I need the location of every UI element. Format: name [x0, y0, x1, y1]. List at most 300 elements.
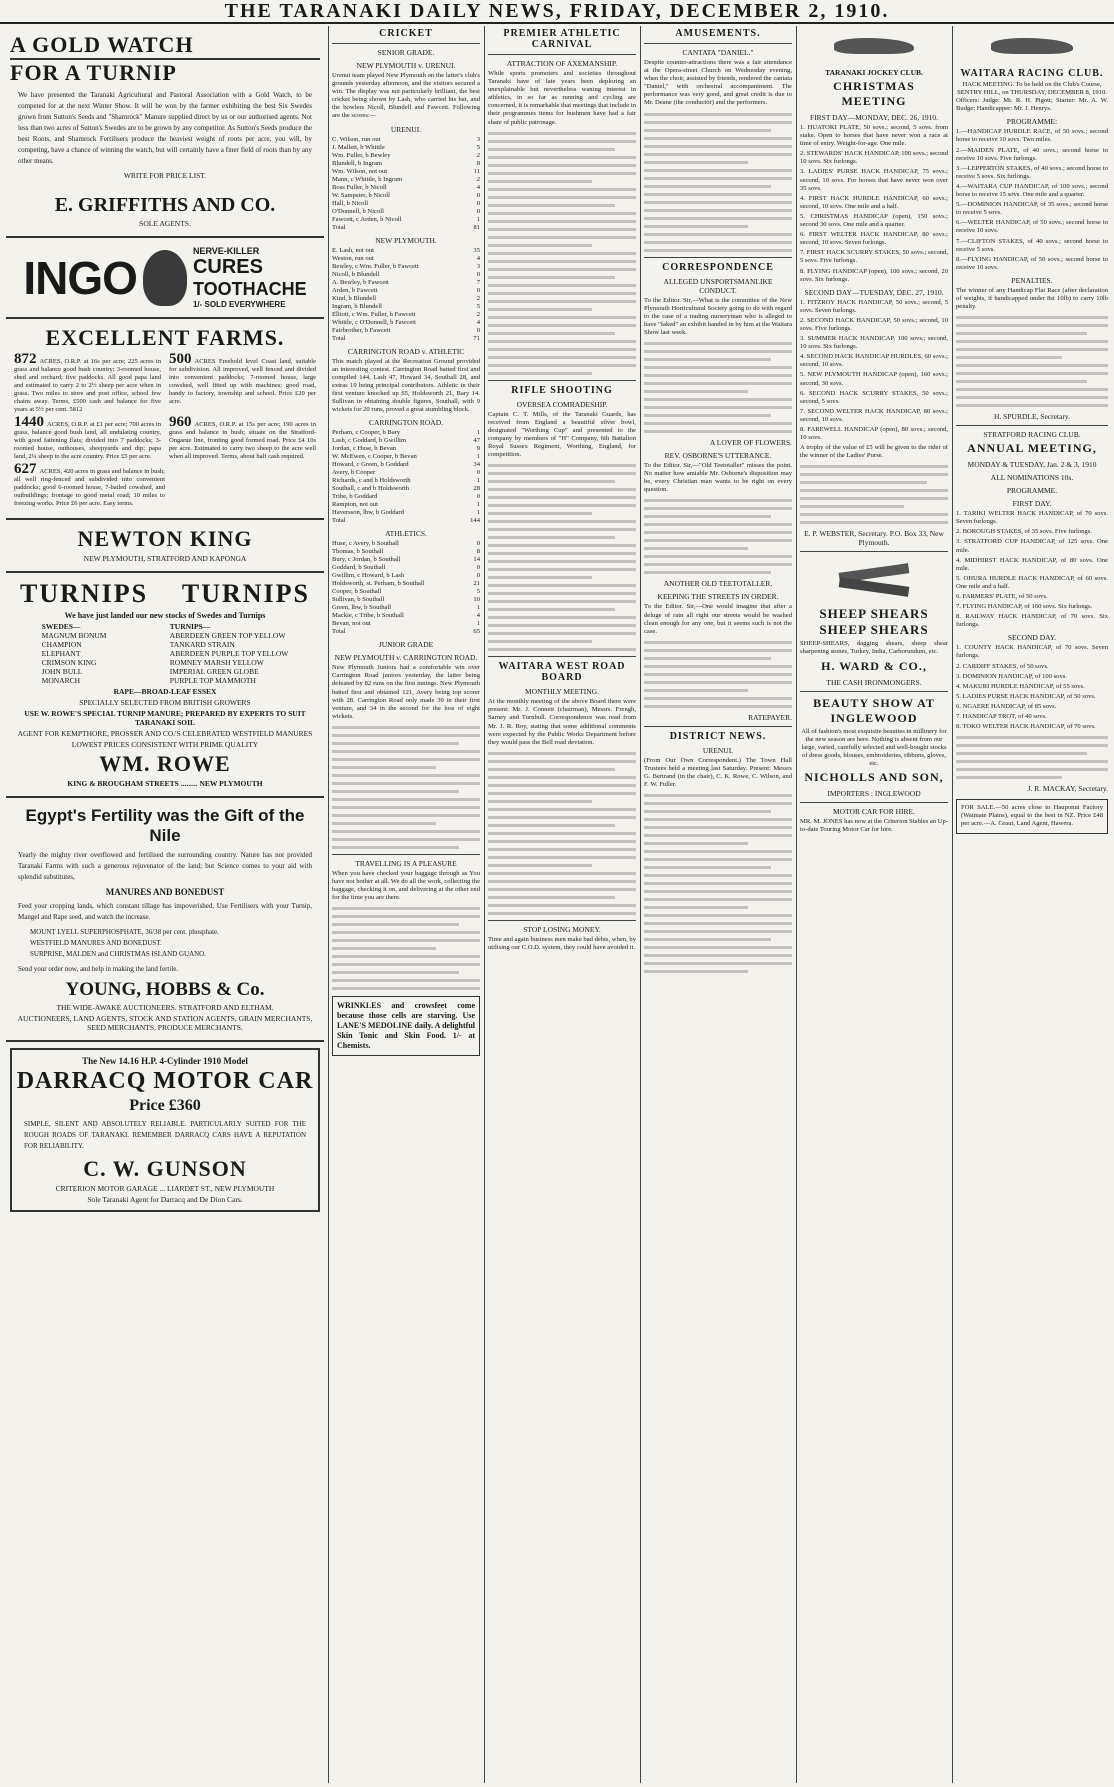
batsman-runs: 4 — [476, 612, 480, 620]
racing-club-column — [956, 26, 1108, 1783]
score-row — [332, 279, 480, 287]
batsman-runs: 1 — [476, 429, 480, 437]
carrington-scores — [332, 429, 480, 517]
race-item: 7.—CLIFTON STAKES, of 40 sovs.; second horse to receive 5 sovs. — [956, 237, 1108, 253]
darracq-ad — [10, 1048, 320, 1212]
race-item: 6. SECOND HACK SCURRY STAKES, 50 sovs.; second, 5 sovs. — [800, 389, 948, 405]
list-item: CRIMSON KING — [41, 658, 97, 667]
motor-text: MR. M. JONES has now at the Criterion Stables an Up-to-date Touring Motor Car for hire. — [800, 818, 948, 834]
streets-title: KEEPING THE STREETS IN ORDER. — [657, 592, 779, 602]
farm-text: ACRES, O.R.P. at £1 per acre; 700 acres in grass, balance good bush land, all undulating country, with good fattening flats; divided into 7 paddocks; 3-roomed house, outhouses, sheepyards and dip; papa land, 2¼ sheep to the acre country. Price £5 per acre. — [14, 421, 161, 460]
batsman-runs: 11 — [473, 167, 480, 175]
correspondence-text: To the Editor. Sir,—What is the committee of the New Plymouth Horticultural Society going to do with regard to the case of a trading nurseryman who is alleged to have "faked" an exhibit handed in by him at the Waitara Show last week. — [644, 296, 792, 336]
batsman-name: Bevan, not out — [332, 620, 371, 628]
ingo-line4: 1/- SOLD EVERYWHERE — [192, 300, 286, 309]
score-row — [332, 572, 480, 580]
stop-heading: STOP LOSING MONEY. — [523, 924, 601, 934]
race-item: 6. NGAERE HANDICAP, of 85 sovs. — [956, 702, 1057, 710]
score-row — [332, 247, 480, 255]
amusements-column — [644, 26, 792, 1783]
score-row — [332, 485, 480, 493]
farm-row — [14, 351, 316, 414]
race-item: 8. FAREWELL HANDICAP (open), 80 sovs.; second, 10 sovs. — [800, 426, 948, 442]
racehorse-icon — [807, 32, 940, 62]
gunson-sub: CRITERION MOTOR GARAGE ... LIARDET ST., NEW PLYMOUTH — [55, 1184, 275, 1193]
stratford-heading: STRATFORD RACING CLUB. — [983, 430, 1081, 440]
race-item: 6.—WELTER HANDICAP, of 50 sovs.; second horse to receive 10 sovs. — [956, 219, 1108, 235]
score-row — [332, 453, 480, 461]
masthead: THE TARANAKI DAILY NEWS, FRIDAY, DECEMBER 2, 1910. — [0, 0, 1114, 24]
wrinkles-ad — [332, 996, 480, 1056]
darracq-top: The New 14.16 H.P. 4-Cylinder 1910 Model — [82, 1056, 248, 1066]
amusements-heading: AMUSEMENTS. — [675, 28, 761, 39]
batsman-runs: 0 — [476, 540, 480, 548]
nicholls-sub: IMPORTERS : INGLEWOOD — [827, 789, 921, 799]
match-title: NEW PLYMOUTH v. URENUI. — [356, 61, 456, 70]
batsman-name: Whittle, c O'Donnell, b Fawcett — [332, 318, 416, 326]
score-row — [332, 208, 480, 216]
district-heading: DISTRICT NEWS. — [669, 730, 767, 742]
gold-watch-ad — [6, 26, 324, 238]
score-row — [332, 319, 480, 327]
batsman-runs: 0 — [476, 493, 480, 501]
board-text: At the monthly meeting of the above Board there were present: Mr. J. Connett (chairman), Messrs. Frengh, Sarney and Turnbull. Correspondence was read from Mr. J. R. Roy, stating that some additional comments were expected by the Public Works Department before they would pass the Bell road deviation. — [488, 698, 636, 746]
letter-signature: RATEPAYER. — [748, 712, 792, 722]
batsman-name: Perham, c Cooper, b Bary — [332, 429, 401, 437]
column-divider — [796, 26, 797, 1783]
score-row — [332, 493, 480, 501]
batsman-name: J. Mallett, b Whittle — [332, 143, 385, 151]
batsman-name: Tribe, b Goddard — [332, 493, 378, 501]
text-filler — [644, 794, 792, 973]
batsman-name: Huse, c Avery, b Southall — [332, 540, 399, 548]
text-filler — [332, 907, 480, 990]
batsman-name: Gwillim, c Howard, b Lash — [332, 572, 405, 580]
score-row — [332, 596, 480, 604]
divider — [800, 691, 948, 692]
batsman-runs: 3 — [476, 135, 480, 143]
batsman-runs: 2 — [476, 151, 480, 159]
team-heading: URENUI. — [390, 124, 422, 134]
score-row — [332, 160, 480, 168]
text-filler — [488, 132, 636, 375]
batsman-runs: 0 — [476, 469, 480, 477]
score-row — [332, 477, 480, 485]
sale-text: FOR SALE.—50 acres close to Hauponui Factory (Waimate Plains), equal to the best in NZ. Price £48 per acre.—A. Graut, Land Agent, Hawera. — [961, 804, 1103, 828]
gunson-name: C. W. GUNSON — [83, 1156, 247, 1181]
race-list — [956, 644, 1108, 731]
race-item: 1.—HANDICAP HURDLE RACE, of 50 sovs.; second horse to receive 10 sovs. Two miles. — [956, 128, 1108, 144]
egypt-title: Egypt's Fertility was the Gift of the Nile — [25, 806, 305, 845]
farm-item — [14, 351, 161, 414]
text-filler — [644, 499, 792, 574]
batsman-name: Hall, b Nicoll — [332, 199, 369, 207]
farm-text: ACRES, O.R.P. at 15s per acre; 190 acres in grass and balance in bush; situate on the Stratford-Ongarue line, fronting good formed road. Price £4 10s per acre. Estimated to carry two sheep to the acre well when all improved. Terms, about half cash required. — [169, 421, 316, 460]
batsman-runs: 0 — [476, 270, 480, 278]
batsman-name: E. Lash, not out — [332, 246, 374, 254]
total-value: 71 — [473, 334, 480, 342]
wrinkles-text: WRINKLES and crowsfeet come because those cells are starving. Use LANE'S MEDOLINE daily. A delightful Skin Tonic and Skin Food. 1/- at Chemists. — [337, 1001, 475, 1051]
travel-text: When you have checked your baggage through as You have not bother at all. We do all the work, collecting the baggage, checking it on, and delivering at the other end for the time you are there. — [332, 869, 480, 902]
list-item: IMPERIAL GREEN GLOBE — [169, 667, 259, 676]
batsman-runs: 4 — [476, 183, 480, 191]
match-text: New Plymouth Juniors had a comfortable win over Carrington Road juniors yesterday, the latter being defeated by 82 runs on the first innings. New Plymouth batted first and obtained 121, Avery being top scorer with 28. Carrington Road only made 39 in their first venture, and 34 in the second for the loss of eight wickets. — [332, 664, 480, 720]
farm-text: ACRES, O.R.P. at 16s per acre; 225 acres in grass and balance good bush country; 3-roomed house, shed and orchard; five paddocks. All good papa land and estimated to carry 2 to 2½ sheep per acre when in grass. Two miles to store and post office, school few chains away. Terms, £500 cash and balance for five years at 5½ per cent. 5812 — [14, 358, 161, 413]
turnips-heading: TURNIPS— — [169, 622, 211, 631]
letter-signature: A LOVER OF FLOWERS. — [709, 438, 792, 448]
batsman-name: Mackie, c Tribe, b Southall — [332, 612, 404, 620]
race-item: 2. SECOND HACK HANDICAP, 50 sovs.; second, 10 sovs. Five furlongs. — [800, 316, 948, 332]
travel-heading: TRAVELLING IS A PLEASURE — [355, 858, 457, 868]
divider — [488, 920, 636, 921]
text-filler — [644, 342, 792, 433]
race-list — [800, 124, 948, 284]
race-item: 7. HANDICAP TROT, of 40 sovs. — [956, 713, 1047, 721]
match-title: CARRINGTON ROAD v. ATHLETIC — [347, 346, 465, 356]
waitara-sub: HACK MEETING. To be held on the Club's Course, SENTRY HILL, on THURSDAY, DECEMBER 8, 1910. — [957, 81, 1107, 97]
race-item: 1. TARIKI WELTER HACK HANDICAP, of 70 sovs. Seven furlongs. — [956, 510, 1108, 526]
rifle-text: Captain C. T. Mills, of the Taranaki Guards, has received from England a beautiful silver bowl, designated "Worthing Cup" and presented to the company by members of "H" Company, 6th Battalion Royal Sussex Regiment, Worthing, England, for competition. — [488, 410, 636, 459]
beauty-text: All of fashion's most exquisite beauties in millinery for the new season are here. Nothing is absent from our large, varied, carefully selected and well-bought stocks of dress goods, blouses, embroideries, ribbons, gloves, etc. — [801, 727, 947, 767]
text-filler — [800, 465, 948, 524]
text-filler — [488, 752, 636, 915]
batsman-runs: 8 — [476, 548, 480, 556]
batsman-runs: 1 — [476, 620, 480, 628]
second-day: SECOND DAY—TUESDAY, DEC. 27, 1910. — [804, 287, 944, 297]
score-row — [332, 429, 480, 437]
race-item: 4.—WAITARA CUP HANDICAP, of 100 sovs.; second horse to receive 15 sovs. One mile and a quarter. — [956, 182, 1108, 199]
waitara-programme: PROGRAMME: — [1006, 117, 1058, 127]
race-item: 8. RAILWAY HACK HANDICAP, of 70 sovs. Six furlongs. — [956, 613, 1108, 629]
divider — [800, 802, 948, 803]
divider — [644, 43, 792, 44]
score-row — [332, 604, 480, 612]
column-divider — [952, 26, 953, 1783]
batsman-runs: 0 — [476, 207, 480, 215]
divider — [644, 726, 792, 727]
farm-item — [14, 461, 165, 508]
score-row — [332, 136, 480, 144]
batsman-runs: 1 — [476, 509, 480, 517]
total-value: 144 — [470, 517, 480, 525]
score-total — [332, 224, 480, 232]
farm-text: ACRES, 420 acres in grass and balance in bush; all well ring-fenced and subdivided into convenient paddocks; good 6-roomed house, 7-bailed cowshed, and outbuildings; frontage to good metal road; 10 miles to freezing works. Price £6 per acre. Easy terms. — [14, 468, 165, 507]
score-row — [332, 295, 480, 303]
athletic-scores — [332, 540, 480, 628]
total-label: Total — [332, 628, 346, 636]
score-row — [332, 263, 480, 271]
race-item: 3. LADIES' PURSE HACK HANDICAP, 75 sovs.; second, 10 sovs. For horses that have never won over 35 sovs. — [800, 168, 948, 192]
batsman-name: W. Sampster, b Nicoll — [332, 191, 390, 199]
divider — [800, 551, 948, 552]
farm-acres: 627 — [14, 461, 37, 477]
divider — [332, 43, 480, 44]
total-label: Total — [332, 223, 346, 231]
cricket-heading: CRICKET — [379, 28, 433, 39]
first-day: FIRST DAY—MONDAY, DEC. 26, 1910. — [810, 113, 938, 122]
batsman-runs: 21 — [473, 580, 480, 588]
score-row — [332, 144, 480, 152]
ingo-ad — [6, 238, 324, 319]
batsman-runs: 2 — [476, 310, 480, 318]
race-item: 5. CHRISTMAS HANDICAP (open), 150 sovs.; second 30 sovs. One mile and a quarter. — [800, 212, 948, 229]
batsman-name: Thomas, b Southall — [332, 548, 384, 556]
ingo-slogan — [193, 246, 307, 309]
shears-heading: SHEEP SHEARS SHEEP SHEARS — [819, 606, 929, 638]
match-text: This match played at the Recreation Ground provided an interesting contest. Carrington Road batted first and compiled 144, Lash 47, Howard 34, Southall 28, and extras 19 being principal contributors. Athletic in their first venture knocked up 65, Holdsworth 21, Bary 14. Sullivan in obtaining double figures, Southall, with 9 wickets for 20 runs, proved a great stumbling block. — [332, 357, 480, 414]
gold-watch-cta: WRITE FOR PRICE LIST. — [123, 171, 207, 180]
district-sub: URENUI. — [702, 745, 734, 755]
race-item: 3. DOMINION HANDICAP, of 100 sovs. — [956, 672, 1067, 680]
race-item: 3.—LEPPERTON STAKES, of 40 sovs.; second horse to receive 5 sovs. Six furlongs. — [956, 164, 1108, 180]
team-heading: CARRINGTON ROAD. — [368, 418, 444, 428]
farms-ad — [6, 319, 324, 520]
race-list — [956, 510, 1108, 629]
race-item: 5.—DOMINION HANDICAP, of 35 sovs.; second horse to receive 5 sovs. — [956, 201, 1108, 217]
race-item: 1. HUATOKI PLATE, 50 sovs.; second, 5 sovs. from stake. Open to horses that have never won a race at time of entry. Weight-for-age. One mile. — [800, 124, 948, 148]
batsman-name: Mann, c Whittle, b Ingram — [332, 175, 403, 183]
score-row — [332, 620, 480, 628]
score-row — [332, 437, 480, 445]
batsman-runs: 10 — [473, 596, 480, 604]
score-row — [332, 548, 480, 556]
batsman-name: Rampton, not out — [332, 501, 378, 509]
race-item: 6. FIRST WELTER HACK HANDICAP, 80 sovs.; second, 10 sovs. Seven furlongs. — [800, 231, 948, 247]
rowe-address: KING & BROUGHAM STREETS ......... NEW PLYMOUTH — [67, 779, 263, 788]
batsman-runs: 4 — [476, 318, 480, 326]
turnip-list — [170, 622, 289, 685]
column-divider — [484, 26, 485, 1783]
race-item: 2. STEWARDS' HACK HANDICAP, 100 sovs.; second 10 sovs. Six furlongs. — [800, 150, 948, 166]
score-row — [332, 469, 480, 477]
penalties-text: The winner of any Handicap Flat Race (after declaration of weights, if handicapped under 8st 10lb) to carry 10lb penalty. — [956, 286, 1108, 311]
young-hobbs-sub: THE WIDE-AWAKE AUCTIONEERS. STRATFORD AND ELTHAM. — [56, 1003, 274, 1012]
batsman-runs: 2 — [476, 294, 480, 302]
divider — [488, 656, 636, 657]
newton-king-sub: NEW PLYMOUTH, STRATFORD AND KAPONGA — [83, 554, 247, 563]
turnips-line2: USE W. ROWE'S SPECIAL TURNIP MANURE; PREPARED BY EXPERTS TO SUIT TARANAKI SOIL — [24, 709, 306, 727]
list-item: MONARCH — [41, 676, 80, 685]
race-item: 2.—MAIDEN PLATE, of 40 sovs.; second horse to receive 10 sovs. Five furlongs. — [956, 146, 1108, 162]
stratford-second-day: SECOND DAY. — [1007, 633, 1057, 643]
column-divider — [640, 26, 641, 1783]
batsman-name: Fairbrother, b Fawcett — [332, 326, 391, 334]
match-intro: Urenui team played New Plymouth on the latter's club's grounds yesterday afternoon, and the visitors secured a win. The display was not particularly brilliant, the best cricket being shown by Lash, who carried his bat, and the bowlers Nicoll, Blundell and Fawcett. Following are the scores:— — [332, 72, 480, 120]
newton-king-ad — [6, 520, 324, 573]
batsman-runs: 0 — [476, 286, 480, 294]
jockey-club-column — [800, 26, 948, 1783]
batsman-runs: 8 — [476, 159, 480, 167]
batsman-runs: 2 — [476, 175, 480, 183]
waitara-officers: Officers: Judge: Mr. R. H. Pigott; Starter: Mr. A. W. Budge; Handicapper: Mr. J. Henrys. — [956, 97, 1108, 113]
batsman-runs: 4 — [476, 254, 480, 262]
stop-text: Time and again business men make bad debts, when, by utilising our C.O.D. system, they could have avoided it. — [488, 935, 636, 951]
correspondence-heading: CORRESPONDENCE — [662, 261, 774, 273]
race-item: 8. FLYING HANDICAP (open), 100 sovs.; second, 20 sovs. Six furlongs. — [800, 267, 948, 283]
list-item: PURPLE TOP MAMMOTH — [169, 676, 256, 685]
batsman-runs: 5 — [476, 302, 480, 310]
list-item: CHAMPION — [41, 640, 82, 649]
stratford-secretary: J. R. MACKAY, Secretary. — [1027, 784, 1108, 794]
score-row — [332, 176, 480, 184]
athletic-heading: PREMIER ATHLETIC CARNIVAL — [503, 28, 621, 50]
race-item: 4. FIRST HACK HURDLE HANDICAP, 60 sovs.; second, 10 sovs. One mile and a half. — [800, 194, 948, 210]
batsman-runs: 1 — [476, 477, 480, 485]
advertisement-column — [6, 26, 324, 1783]
race-item: 8. TOKO WELTER HACK HANDICAP, of 70 sovs. — [956, 723, 1096, 731]
score-row — [332, 255, 480, 263]
text-filler — [644, 113, 792, 252]
nominations-note: ALL NOMINATIONS 10s. — [990, 473, 1074, 483]
batsman-name: Elliott, c Wm. Fuller, b Fawcett — [332, 310, 416, 318]
list-item: ELEPHANT — [41, 649, 81, 658]
batsman-name: Richards, c and b Holdsworth — [332, 477, 411, 485]
race-item: 8.—FLYING HANDICAP, of 50 sovs.; second horse to receive 10 sovs. — [956, 255, 1108, 271]
senior-grade: SENIOR GRADE. — [377, 48, 435, 57]
text-filler — [956, 316, 1108, 407]
trophy-note: A trophy of the value of £5 will be given to the rider of the winner of the Ladies' Purse. — [800, 444, 948, 460]
athletic-sub: ATTRACTION OF AXEMANSHIP. — [506, 59, 618, 68]
race-item: 7. FIRST HACK SCURRY STAKES, 50 sovs.; second, 5 sovs. Five furlongs. — [800, 249, 948, 265]
egypt-ad — [6, 798, 324, 1042]
sale-ad — [956, 799, 1108, 833]
ingo-line1: NERVE-KILLER — [192, 246, 260, 256]
match-title: NEW PLYMOUTH v. CARRINGTON ROAD. — [334, 653, 478, 663]
batsman-name: Kind, b Blundell — [332, 294, 377, 302]
ingo-line3: TOOTHACHE — [192, 279, 307, 299]
list-item: ABERDEEN PURPLE TOP YELLOW — [169, 649, 289, 658]
score-row — [332, 580, 480, 588]
batsman-name: Bury, c Jordan, b Southall — [332, 556, 401, 564]
race-item: 5. OHURA HURDLE HACK HANDICAP, of 60 sovs. One mile and a half. — [956, 574, 1108, 590]
batsman-name: Holdsworth, st. Perham, b Southall — [332, 580, 425, 588]
race-item: 6. FARMERS' PLATE, of 50 sovs. — [956, 593, 1048, 600]
batsman-name: Lash, c Goddard, b Gwillim — [332, 437, 406, 445]
score-row — [332, 445, 480, 453]
penalties-heading: PENALTIES. — [1011, 275, 1053, 285]
batsman-runs: 7 — [476, 278, 480, 286]
farm-row — [14, 414, 316, 461]
egypt-list-1: MOUNT LYELL SUPERPHOSPHATE, 36/38 per cent. phosphate. — [30, 928, 219, 936]
batsman-runs: 1 — [476, 501, 480, 509]
divider — [644, 257, 792, 258]
batsman-runs: 28 — [473, 485, 480, 493]
turnips-intro: We have just landed our new stocks of Swedes and Turnips — [64, 611, 266, 620]
osborne-text: To the Editor. Sir,—"Old Teetotaller" misses the point. No matter how amiable Mr. Osborne's disposition may be, every Christian man wants to be right on every question. — [644, 462, 792, 494]
gunson-agent: Sole Taranaki Agent for Darracq and De Dion Cars. — [87, 1195, 243, 1204]
farm-acres: 960 — [169, 414, 192, 430]
batsman-name: Ingram, b Blundell — [332, 302, 382, 310]
batsman-name: Howard, c Green, b Goddard — [332, 461, 409, 469]
score-row — [332, 501, 480, 509]
farm-row — [14, 461, 316, 508]
race-item: 4. MIDHIRST HACK HANDICAP, of 80 sovs. One mile. — [956, 556, 1108, 572]
score-total — [332, 335, 480, 343]
race-item: 5. NEW PLYMOUTH HANDICAP (open), 160 sovs.; second, 30 sovs. — [800, 371, 948, 387]
batsman-name: O'Donnell, b Nicoll — [332, 207, 384, 215]
egypt-body: Yearly the mighty river overflowed and fertilised the surrounding country. Nature has not provided Taranaki Farms with such a generous rejuvenator of the land; but Science comes to your aid with splendid substitutes, — [18, 851, 312, 881]
gold-watch-title: A GOLD WATCH — [10, 32, 194, 57]
team-heading: ATHLETICS. — [385, 529, 427, 539]
streets-text: To the Editor. Sir,—One would imagine that after a deluge of rain all right our streets would be washed clean enough for any one, but it seems such is not the case. — [644, 603, 792, 635]
text-filler — [332, 726, 480, 849]
letter-signature: ANOTHER OLD TEETOTALLER. — [663, 579, 773, 589]
batsman-runs: 3 — [476, 262, 480, 270]
batsman-name: Boss Fuller, b Nicoll — [332, 183, 387, 191]
divider — [488, 54, 636, 55]
batsman-name: Arden, b Fawcett — [332, 286, 378, 294]
stratford-first-day: FIRST DAY. — [1012, 499, 1052, 509]
cantata-title: CANTATA "DANIEL." — [682, 48, 754, 57]
list-item: JOHN BULL — [41, 667, 83, 676]
divider — [956, 425, 1108, 426]
batsman-name: Weston, run out — [332, 254, 374, 262]
race-item: 2. CARDIFF STAKES, of 50 sovs. — [956, 662, 1049, 670]
batsman-name: Wm. Fuller, b Bewley — [332, 151, 391, 159]
rifle-sub: OVERSEA COMRADESHIP. — [516, 399, 608, 409]
osborne-title: REV. OSBORNE'S UTTERANCE. — [664, 451, 772, 461]
jockey-heading: TARANAKI JOCKEY CLUB. — [825, 68, 923, 77]
score-row — [332, 327, 480, 335]
batsman-name: Jordan, c Huse, b Bevan — [332, 445, 397, 453]
race-item: 3. STRATFORD CUP HANDICAP, of 125 sovs. One mile. — [956, 538, 1108, 554]
board-heading: WAITARA WEST ROAD BOARD — [498, 661, 626, 684]
beauty-heading: BEAUTY SHOW AT INGLEWOOD — [813, 695, 935, 725]
divider — [332, 854, 480, 855]
cricket-column — [332, 26, 480, 1783]
race-item: 7. FLYING HANDICAP, of 160 sovs. Six furlongs. — [956, 603, 1093, 611]
ward-name: H. WARD & CO., — [821, 658, 927, 673]
race-list — [800, 299, 948, 443]
turnips-line1: SPECIALLY SELECTED FROM BRITISH GROWERS — [79, 698, 251, 707]
batsman-name: Blundell, b Ingram — [332, 159, 382, 167]
score-row — [332, 216, 480, 224]
race-item: 3. SUMMER HACK HANDICAP, 100 sovs.; second, 10 sovs. Six furlongs. — [800, 335, 948, 351]
rowe-name: WM. ROWE — [99, 751, 231, 776]
batsman-name: Cooper, b Southall — [332, 588, 382, 596]
egypt-list-3: SURPRISE, MALDEN and CHRISTMAS ISLAND GUANO. — [30, 950, 206, 958]
race-item: 1. FITZROY HACK HANDICAP, 50 sovs.; second, 5 sovs. Seven furlongs. — [800, 298, 948, 314]
list-item: ROMNEY MARSH YELLOW — [169, 658, 264, 667]
board-sub: MONTHLY MEETING. — [525, 687, 599, 697]
nicholls-name: NICHOLLS AND SON, — [804, 770, 944, 785]
egypt-body2: Feed your cropping lands, which constant tillage has impoverished. Use Fertilisers with your Turnip, Mangel and Rape seed, and watch the increase. — [18, 902, 312, 921]
batsman-name: W. McEwen, c Cooper, b Bevan — [332, 453, 417, 461]
farm-item — [169, 351, 316, 414]
batsman-name: Goddard, b Southall — [332, 564, 386, 572]
batsman-name: Haversson, lbw, b Goddard — [332, 509, 404, 517]
farm-acres: 872 — [14, 351, 37, 367]
race-item: 2. BOROUGH STAKES, of 35 sovs. Five furlongs. — [956, 528, 1092, 536]
score-row — [332, 287, 480, 295]
griffiths-sub: SOLE AGENTS. — [139, 219, 191, 228]
batsman-name: Southall, c and b Holdsworth — [332, 485, 410, 493]
district-text: (From Our Own Correspondent.) The Town Hall Trustees held a meeting last Saturday. Present: Messrs G. Bertrand (in the chair), C. K. Rowe, C. Wilson, and F. W. Fuller. — [644, 756, 792, 789]
newton-king-name: NEWTON KING — [77, 526, 253, 551]
farm-text: ACRES Freehold level Coast land, suitable for subdivision. All improved, well fenced and divided into convenient paddocks; 7-roomed house, large cowshed, well fitted up with machines; good road, handy to factory, township and school. Price £20 per acre. — [169, 358, 316, 405]
column-divider — [328, 26, 329, 1783]
text-filler — [956, 736, 1108, 779]
turnips-right: TURNIPS — [181, 579, 310, 608]
divider — [488, 380, 636, 381]
gold-watch-subtitle: FOR A TURNIP — [10, 58, 320, 86]
score-row — [332, 556, 480, 564]
ward-sub: THE CASH IRONMONGERS. — [826, 677, 922, 687]
turnips-header — [10, 579, 320, 609]
batsman-name: Nicoll, b Blundell — [332, 270, 380, 278]
list-item: ABERDEEN GREEN TOP YELLOW — [169, 631, 286, 640]
batsman-runs: 47 — [473, 437, 480, 445]
